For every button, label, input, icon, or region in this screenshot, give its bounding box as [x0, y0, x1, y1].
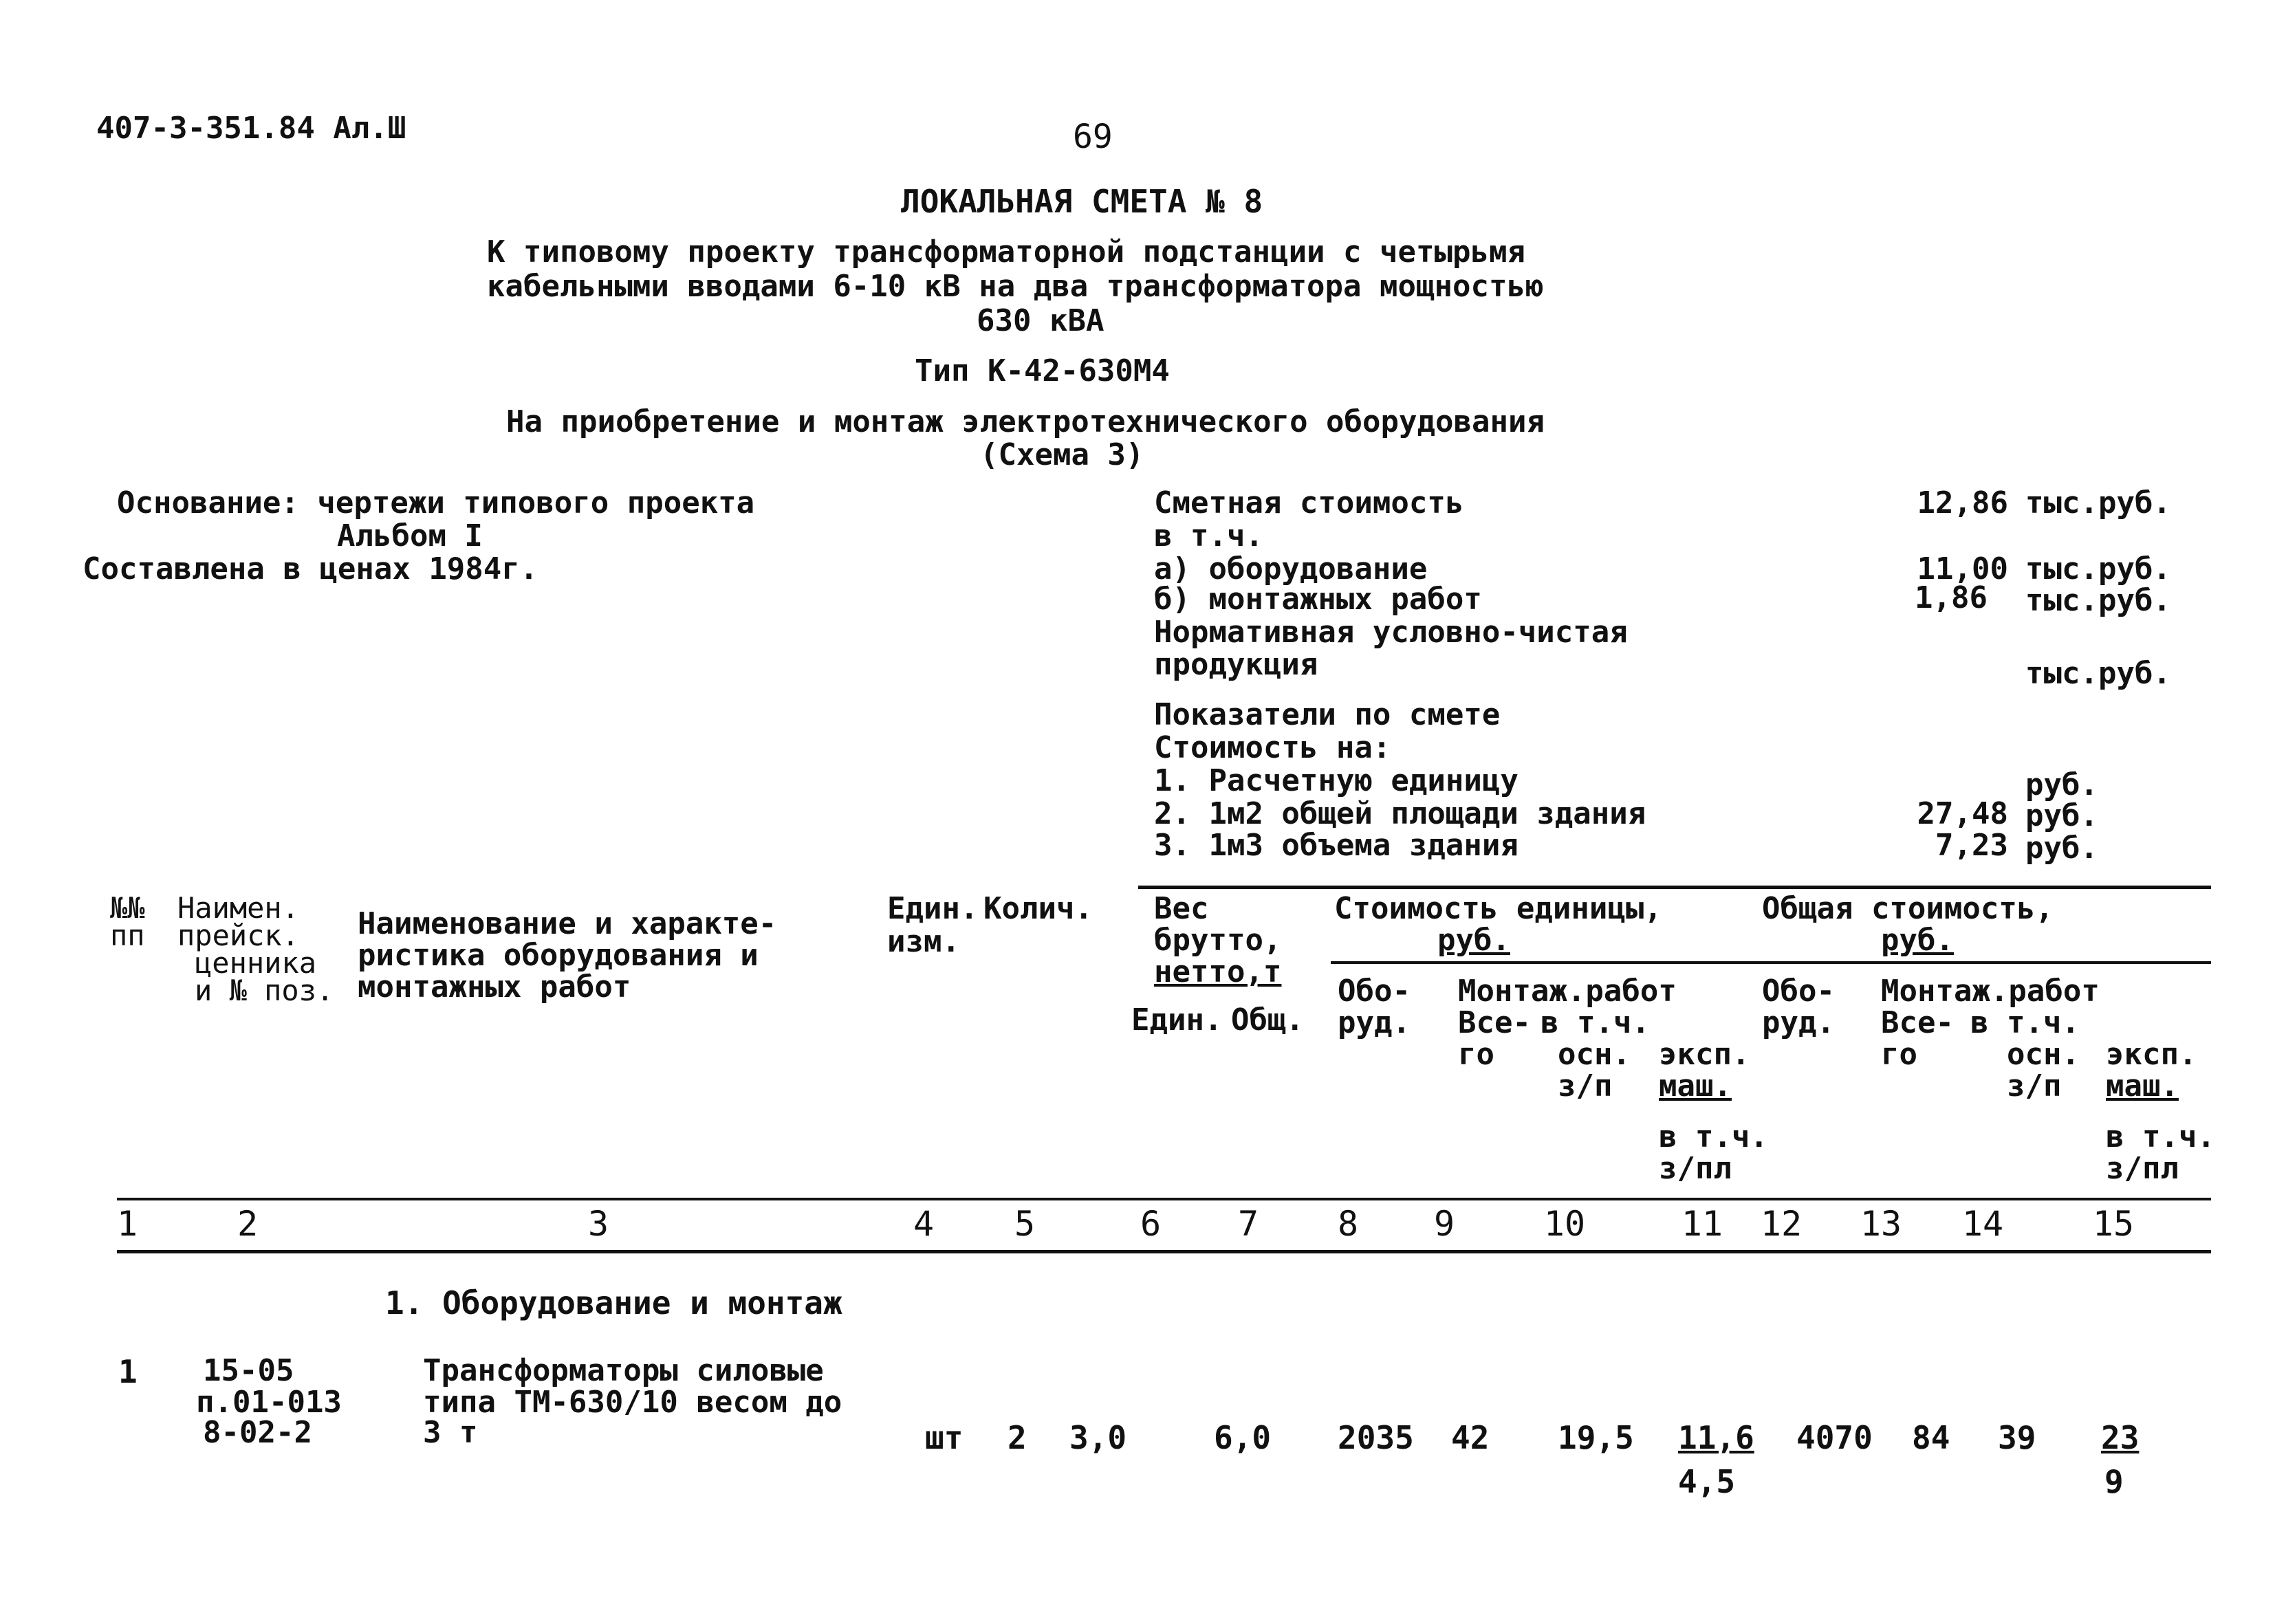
row-name-line3: 3 т: [423, 1415, 478, 1450]
header-total-zpl-line2: з/пл: [2106, 1151, 2179, 1186]
col-number: 3: [587, 1204, 609, 1244]
summary-unit: тыс.руб.: [2025, 656, 2171, 691]
cost-group-rule: [1331, 961, 2211, 964]
row-equip-unit-cost: 2035: [1338, 1419, 1414, 1456]
document-title: ЛОКАЛЬНАЯ СМЕТА № 8: [901, 183, 1263, 220]
header-total-zpl-line1: в т.ч.: [2106, 1119, 2215, 1154]
col-number: 4: [913, 1204, 935, 1244]
header-unit-eksp-line1: эксп.: [1659, 1037, 1750, 1072]
summary-label: а) оборудование: [1154, 551, 1428, 586]
header-col4-line2: изм.: [887, 924, 960, 959]
header-col2-line2: прейск.: [177, 919, 300, 952]
header-unit-vsego-line2: го: [1458, 1037, 1494, 1072]
row-equip-total-cost: 4070: [1796, 1419, 1873, 1456]
row-weight-total: 6,0: [1214, 1419, 1272, 1456]
estimate-purpose: На приобретение и монтаж электротехнического оборудования: [506, 404, 1545, 439]
title-line-2: К типовому проекту трансформаторной подстанции с четырьмя: [487, 234, 1525, 270]
col-number: 5: [1014, 1204, 1036, 1244]
header-total-equip-line1: Обо-: [1762, 974, 1835, 1009]
basis-line-1: Основание: чертежи типового проекта: [117, 485, 755, 520]
summary-unit: руб.: [2025, 831, 2098, 866]
project-type: Тип К-42-630М4: [915, 353, 1170, 388]
row-code-line3: 8-02-2: [203, 1415, 312, 1450]
header-unit-equip-line2: руд.: [1338, 1005, 1411, 1040]
row-weight-unit: 3,0: [1069, 1419, 1127, 1456]
summary-value: 27,48: [1917, 796, 2008, 831]
header-unit-zpl-line2: з/пл: [1659, 1151, 1732, 1186]
basis-line-3: Составлена в ценах 1984г.: [83, 551, 538, 586]
summary-unit: руб.: [2025, 798, 2098, 833]
col-number: 13: [1860, 1204, 1902, 1244]
col-number: 12: [1760, 1204, 1803, 1244]
summary-label: продукция: [1154, 647, 1318, 682]
header-col4-line1: Един.: [887, 891, 979, 926]
header-unit-cost-line2: руб.: [1437, 923, 1510, 958]
scheme-label: (Схема 3): [980, 437, 1144, 472]
summary-value: 12,86: [1917, 485, 2008, 520]
summary-label: б) монтажных работ: [1154, 582, 1482, 617]
summary-unit: тыс.руб.: [2025, 485, 2171, 520]
header-col1-line2: пп: [110, 919, 145, 952]
summary-value: 7,23: [1935, 828, 2008, 863]
header-col5: Колич.: [983, 891, 1093, 926]
header-total-incl: в т.ч.: [1970, 1005, 2080, 1040]
col-number: 9: [1433, 1204, 1455, 1244]
page-number: 69: [1073, 118, 1113, 156]
header-total-install: Монтаж.работ: [1881, 974, 2100, 1009]
col-number: 8: [1337, 1204, 1359, 1244]
summary-label: в т.ч.: [1154, 518, 1263, 553]
header-total-cost-line2: руб.: [1881, 923, 1954, 958]
basis-line-2: Альбом I: [337, 518, 483, 553]
summary-value: 1,86: [1915, 580, 1988, 615]
header-col2-line4: и № поз.: [195, 974, 334, 1007]
header-unit-vsego-line1: Все-: [1458, 1005, 1531, 1040]
row-eksp-unit: 11,6: [1678, 1419, 1754, 1456]
summary-unit: тыс.руб.: [2025, 551, 2171, 586]
header-total-cost-line1: Общая стоимость,: [1762, 891, 2054, 926]
header-unit-equip-line1: Обо-: [1338, 974, 1411, 1009]
header-bottom-rule: [117, 1198, 2211, 1200]
summary-label: Сметная стоимость: [1154, 485, 1464, 520]
section-title: 1. Оборудование и монтаж: [385, 1284, 842, 1321]
header-total-vsego-line1: Все-: [1881, 1005, 1954, 1040]
header-total-eksp-line1: эксп.: [2106, 1037, 2197, 1072]
summary-label: 2. 1м2 общей площади здания: [1154, 796, 1646, 831]
row-number: 1: [118, 1353, 138, 1390]
col-number: 10: [1543, 1204, 1586, 1244]
header-unit-cost-line1: Стоимость единицы,: [1334, 891, 1662, 926]
column-numbers-rule: [117, 1250, 2211, 1253]
header-unit-zpl-line1: в т.ч.: [1659, 1119, 1768, 1154]
header-col2-line3: ценника: [195, 946, 317, 980]
row-osn-total: 39: [1998, 1419, 2036, 1456]
row-install-unit-cost: 42: [1451, 1419, 1490, 1456]
header-unit-osn-line2: з/п: [1558, 1068, 1613, 1104]
col-number: 14: [1961, 1204, 2004, 1244]
row-name-line2: типа ТМ-630/10 весом до: [423, 1385, 842, 1420]
summary-unit: руб.: [2025, 767, 2098, 802]
summary-label: 1. Расчетную единицу: [1154, 763, 1519, 798]
header-weight-line1: Вес: [1154, 891, 1209, 926]
row-unit: шт: [925, 1419, 964, 1456]
col-number: 7: [1237, 1204, 1259, 1244]
table-top-rule: [1138, 886, 2211, 889]
col-number: 2: [237, 1204, 259, 1244]
header-total-osn-line2: з/п: [2007, 1068, 2062, 1104]
header-col3-line2: ристика оборудования и: [358, 938, 759, 973]
row-code-line1: 15-05: [203, 1353, 294, 1388]
header-unit-osn-line1: осн.: [1558, 1037, 1631, 1072]
header-col3-line1: Наименование и характе-: [358, 906, 777, 941]
summary-value: 11,00: [1917, 551, 2008, 586]
row-install-total-cost: 84: [1912, 1419, 1950, 1456]
header-weight-unit: Един.: [1131, 1002, 1223, 1038]
header-total-eksp-line2: маш.: [2106, 1068, 2179, 1104]
summary-label: Стоимость на:: [1154, 730, 1391, 765]
header-total-vsego-line2: го: [1881, 1037, 1917, 1072]
row-osn-unit: 19,5: [1558, 1419, 1634, 1456]
row-eksp-unit-zpl: 4,5: [1678, 1463, 1736, 1500]
col-number: 11: [1681, 1204, 1723, 1244]
summary-label: Нормативная условно-чистая: [1154, 615, 1628, 650]
header-weight-line2: брутто,: [1154, 923, 1282, 958]
row-eksp-total: 23: [2101, 1419, 2140, 1456]
title-line-3: кабельными вводами 6-10 кВ на два трансформатора мощностью: [487, 269, 1544, 304]
header-total-equip-line2: руд.: [1762, 1005, 1835, 1040]
summary-unit: тыс.руб.: [2025, 583, 2171, 618]
summary-label: Показатели по смете: [1154, 697, 1501, 732]
header-weight-line3: нетто,т: [1154, 954, 1282, 989]
header-unit-install: Монтаж.работ: [1458, 974, 1677, 1009]
title-line-4: 630 кВА: [977, 303, 1104, 338]
row-eksp-total-zpl: 9: [2104, 1463, 2124, 1500]
header-col1-line1: №№: [110, 891, 145, 925]
col-number: 15: [2092, 1204, 2135, 1244]
header-unit-incl: в т.ч.: [1541, 1005, 1650, 1040]
row-code-line2: п.01-013: [196, 1385, 342, 1420]
document-code: 407-3-351.84 Ал.Ш: [96, 111, 406, 146]
col-number: 1: [116, 1204, 138, 1244]
header-weight-total: Общ.: [1231, 1002, 1304, 1038]
row-qty: 2: [1008, 1419, 1027, 1456]
col-number: 6: [1140, 1204, 1162, 1244]
header-col3-line3: монтажных работ: [358, 969, 631, 1005]
summary-label: 3. 1м3 объема здания: [1154, 828, 1519, 863]
header-unit-eksp-line2: маш.: [1659, 1068, 1732, 1104]
header-col2-line1: Наимен.: [177, 891, 300, 925]
header-total-osn-line1: осн.: [2007, 1037, 2080, 1072]
row-name-line1: Трансформаторы силовые: [423, 1353, 824, 1388]
